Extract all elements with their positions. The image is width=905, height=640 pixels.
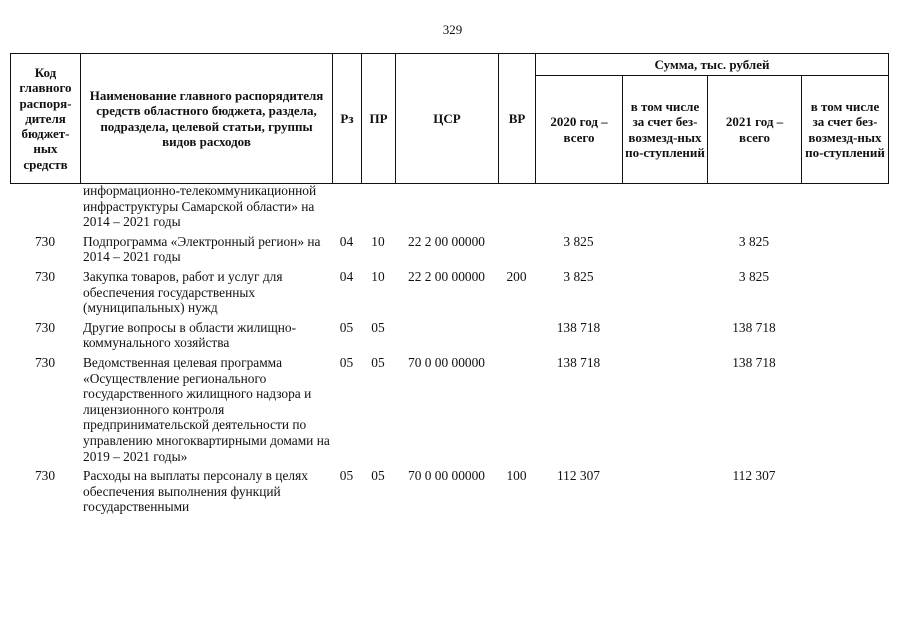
table-row (10, 355, 888, 468)
row-2021-free (801, 468, 888, 519)
row-2021-total: 112 307 (732, 468, 776, 484)
row-2021-total (707, 183, 801, 234)
row-code (10, 183, 80, 234)
row-2021-free (801, 183, 888, 234)
row-csr (395, 320, 498, 355)
row-2020-free (622, 183, 707, 234)
row-name: Другие вопросы в области жилищно-коммунального хозяйства (83, 319, 297, 351)
row-2020-total (535, 183, 622, 234)
row-pr: 10 (371, 268, 385, 284)
row-2020-total: 3 825 (563, 268, 594, 284)
table-body (10, 183, 888, 519)
row-pr (361, 183, 395, 234)
row-code: 730 (34, 354, 56, 370)
row-rz: 04 (339, 233, 354, 249)
row-code: 730 (34, 268, 56, 284)
row-2021-free (801, 355, 888, 468)
row-vr (498, 355, 535, 468)
row-name: информационно-телекоммуникационной инфраструктуры Самарской области» на 2014 – 2021 годы (83, 183, 317, 230)
row-vr (498, 183, 535, 234)
header-2020-free: в том числе за счет без-возмезд-ных по-ступлений (623, 76, 708, 184)
row-name: Подпрограмма «Электронный регион» на 2014 – 2021 годы (83, 233, 321, 265)
header-amount: Сумма, тыс. рублей (536, 54, 889, 76)
header-name: Наименование главного распорядителя средств областного бюджета, раздела, подраздела, целевой статьи, группы видов расходов (81, 54, 333, 184)
header-2021-free: в том числе за счет без-возмезд-ных по-ступлений (802, 76, 889, 184)
row-2020-total: 3 825 (563, 233, 594, 249)
table-row (10, 320, 888, 355)
table-row (10, 269, 888, 320)
row-2021-total: 138 718 (732, 354, 776, 370)
row-code: 730 (34, 233, 56, 249)
table-row (10, 234, 888, 269)
row-2020-free (622, 468, 707, 519)
row-2021-free (801, 320, 888, 355)
row-name: Ведомственная целевая программа «Осуществление регионального государственного жилищного надзора и лицензионного контроля предпринимательской деятельности по управлению многоквартирными домами на 2019 – 2021 годы» (83, 354, 330, 464)
row-rz: 05 (339, 319, 354, 335)
header-2020-total: 2020 год – всего (536, 76, 623, 184)
row-2021-free (801, 269, 888, 320)
row-2020-total: 138 718 (556, 354, 601, 370)
row-rz (332, 183, 361, 234)
row-pr: 05 (371, 319, 385, 335)
row-2020-free (622, 320, 707, 355)
row-csr: 22 2 00 00000 (408, 268, 485, 284)
row-2021-total: 3 825 (738, 233, 770, 249)
row-csr: 22 2 00 00000 (408, 233, 485, 249)
row-rz: 05 (339, 468, 354, 484)
row-2021-free (801, 234, 888, 269)
header-2021-total: 2021 год – всего (708, 76, 802, 184)
row-rz: 05 (339, 354, 354, 370)
row-pr: 05 (371, 468, 385, 484)
row-csr (395, 183, 498, 234)
row-name: Расходы на выплаты персоналу в целях обеспечения выполнения функций государственными (83, 468, 308, 515)
row-vr: 200 (506, 268, 527, 284)
row-2020-total: 138 718 (556, 319, 601, 335)
header-pr: ПР (362, 54, 396, 184)
row-2020-free (622, 355, 707, 468)
table-row (10, 468, 888, 519)
row-name: Закупка товаров, работ и услуг для обеспечения государственных (муниципальных) нужд (83, 268, 283, 316)
row-2020-free (622, 234, 707, 269)
row-2020-total: 112 307 (556, 468, 601, 484)
row-2021-total: 138 718 (732, 319, 776, 335)
row-pr: 10 (371, 233, 385, 249)
row-vr (498, 234, 535, 269)
row-csr: 70 0 00 00000 (408, 468, 485, 484)
row-csr: 70 0 00 00000 (408, 354, 485, 370)
row-code: 730 (34, 319, 56, 335)
table-header (10, 53, 889, 184)
row-vr: 100 (506, 468, 527, 484)
page-number: 329 (442, 22, 463, 37)
table-row (10, 183, 888, 234)
row-rz: 04 (339, 268, 354, 284)
row-code: 730 (34, 468, 56, 484)
row-vr (498, 320, 535, 355)
row-2021-total: 3 825 (738, 268, 770, 284)
header-code: Код главного распоря-дителя бюджет-ных средств (11, 54, 81, 184)
header-vr: ВР (499, 54, 536, 184)
header-rz: Рз (333, 54, 362, 184)
header-csr: ЦСР (396, 54, 499, 184)
row-2020-free (622, 269, 707, 320)
row-pr: 05 (371, 354, 385, 370)
